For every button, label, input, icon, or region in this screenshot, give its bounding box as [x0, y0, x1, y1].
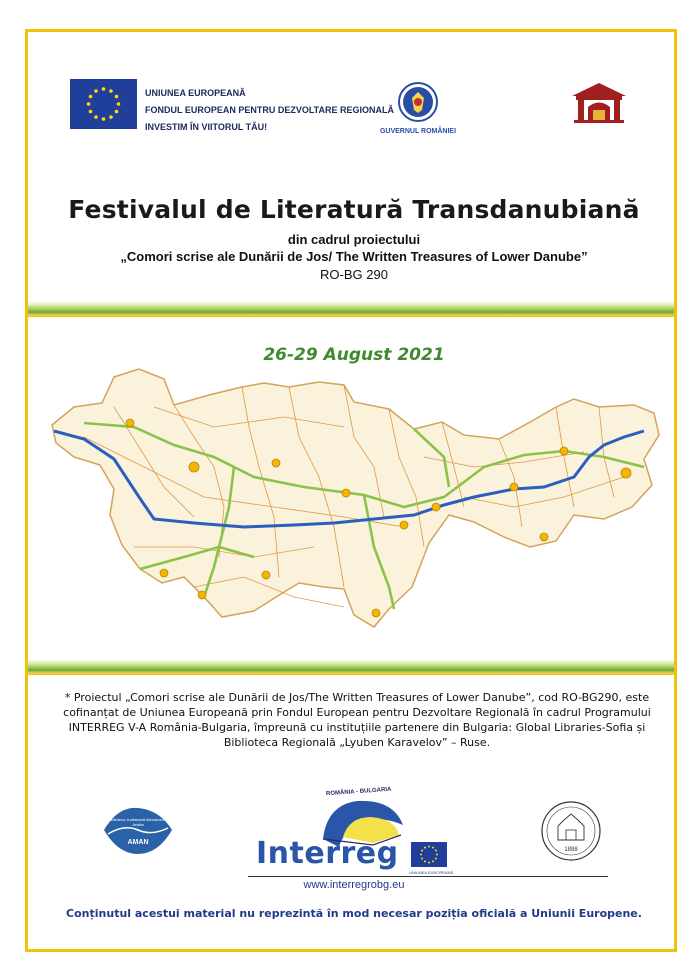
project-code: RO-BG 290: [320, 267, 388, 282]
eu-star: [435, 858, 437, 860]
aman-library-logo: [98, 800, 178, 860]
eu-fund-text: [145, 85, 394, 136]
romanian-government-logo: [368, 82, 468, 135]
eu-star: [87, 102, 91, 106]
eu-star: [89, 110, 93, 114]
eu-star: [428, 862, 430, 864]
eu-star: [424, 860, 426, 862]
eu-line-1: UNIUNEA EUROPEANĂ: [145, 88, 246, 98]
eu-star: [102, 117, 106, 121]
eu-small-label: UNIUNEA EUROPEANĂ: [409, 870, 454, 875]
poster-frame: [25, 29, 677, 952]
eu-star: [109, 115, 113, 119]
eu-star: [102, 87, 106, 91]
eu-star: [421, 858, 423, 860]
eu-flag-small-logo: [411, 842, 447, 867]
project-name: „Comori scrise ale Dunării de Jos/ The Written Treasures of Lower Danube”: [120, 249, 588, 264]
eu-star: [421, 850, 423, 852]
interreg-program-name: ROMÂNIA - BULGARIA: [325, 786, 392, 798]
eu-line-3: INVESTIM ÎN VIITORUL TĂU!: [145, 122, 268, 132]
eu-star: [428, 846, 430, 848]
library-logo: [564, 80, 634, 128]
eu-disclaimer: Conținutul acestui material nu reprezintă în mod necesar poziția oficială a Uniunii Europene.: [66, 907, 642, 920]
interreg-wordmark: Interreg: [256, 836, 399, 871]
eu-stars-small-icon: [411, 842, 447, 867]
eu-star: [424, 847, 426, 849]
eu-star: [436, 854, 438, 856]
eu-star: [115, 110, 119, 114]
government-label: GUVERNUL ROMÂNIEI: [379, 128, 457, 135]
library-building-icon: [568, 80, 630, 124]
eu-star: [117, 102, 121, 106]
interreg-url[interactable]: www.interregrobg.eu: [303, 879, 405, 891]
aman-label: AMAN: [127, 839, 149, 846]
seal-year: 1888: [564, 847, 578, 853]
cross-border-region-map: [44, 347, 674, 647]
eu-star: [115, 95, 119, 99]
subtitle-line-1: din cadrul proiectului: [287, 232, 421, 247]
region-outline: [52, 369, 659, 627]
eu-star: [432, 847, 434, 849]
eu-stars-icon: [70, 79, 137, 129]
government-seal-icon: [398, 82, 438, 122]
eu-star: [94, 89, 98, 93]
green-band-top: [28, 301, 674, 317]
eu-flag-logo: [70, 79, 137, 129]
eu-star: [432, 860, 434, 862]
eu-star: [435, 850, 437, 852]
green-band-bottom: [28, 659, 674, 675]
historic-seal-logo: [540, 800, 602, 862]
eu-star: [89, 95, 93, 99]
eu-line-2: FONDUL EUROPEAN PENTRU DEZVOLTARE REGIONALĂ: [145, 105, 395, 115]
festival-date: 26-29 August 2021: [263, 345, 445, 365]
aman-description: Biblioteca Județeană Alexandru și Aristia: [107, 817, 169, 827]
festival-title: Festivalul de Literatură Transdanubiană: [68, 195, 640, 224]
footer-rule: [248, 876, 608, 877]
project-footnote: * Proiectul „Comori scrise ale Dunării de Jos/The Written Treasures of Lower Danube”, cod RO-BG290, este cofinanțat de Uniunea Europeană prin Fondul European pentru Dezvoltare Regională în cadrul Programului INTERREG V-A România-Bulgaria, împreună cu instituțiile partenere din Bulgaria: Global Libraries-Sofia și Biblioteca Regională „Lyuben Karavelov” – Ruse.: [63, 691, 651, 749]
eu-star: [420, 854, 422, 856]
eu-star: [109, 89, 113, 93]
eu-star: [94, 115, 98, 119]
